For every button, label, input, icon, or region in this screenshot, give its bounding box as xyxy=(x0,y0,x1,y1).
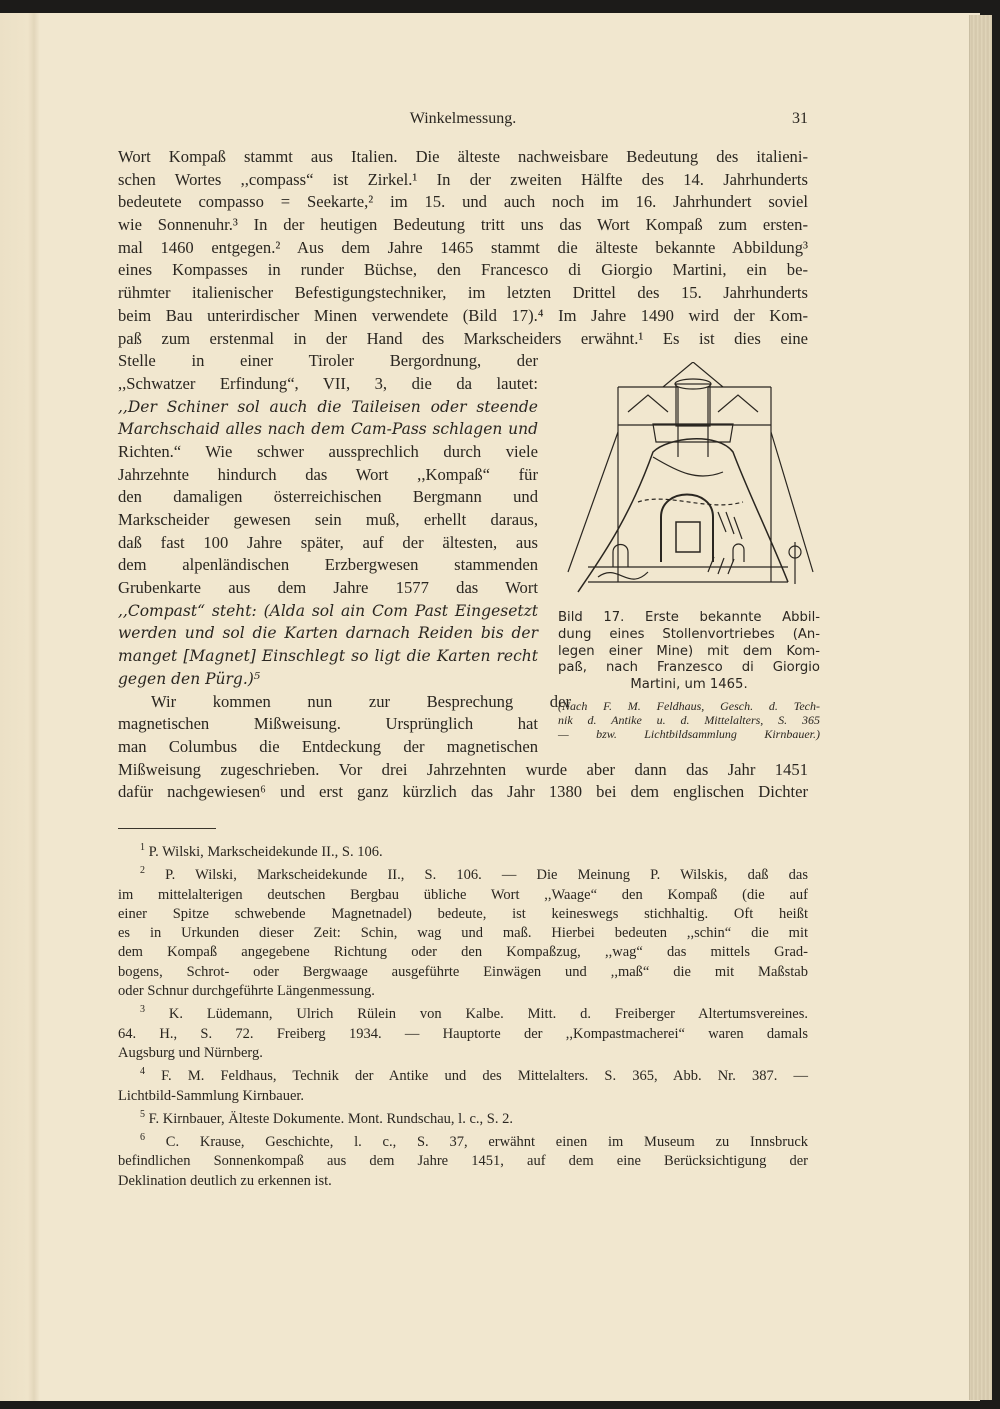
text-line: daß fast 100 Jahre später, auf der ältesten, aus xyxy=(118,532,538,552)
footnote-separator xyxy=(118,828,216,829)
text-line: den damaligen österreichischen Bergmann und xyxy=(118,487,538,507)
footnote-text: Lichtbild-Sammlung Kirnbauer. xyxy=(118,1087,305,1104)
text-line: Markscheider gewesen sein muß, erhellt daraus, xyxy=(118,510,538,529)
text-line: paß zum erstenmal in der Hand des Markscheiders erwähnt.¹ Es ist dies eine xyxy=(118,328,808,348)
figure-source xyxy=(558,699,820,741)
footnote-6 xyxy=(118,1133,808,1191)
caption-line: legen einer Mine) mit dem Kom- xyxy=(558,643,820,659)
footnote-4 xyxy=(118,1067,808,1106)
text-line: wie Sonnenuhr.³ In der heutigen Bedeutung tritt uns das Wort Kompaß zum ersten- xyxy=(118,215,808,235)
footnotes xyxy=(118,843,808,1191)
running-head xyxy=(118,110,808,132)
footnote-text: C. Krause, Geschichte, l. c., S. 37, erwähnt einen im Museum zu Innsbruck xyxy=(165,1134,809,1151)
text-line: mal 1460 entgegen.² Aus dem Jahre 1465 stammt die älteste bekannte Abbildung³ xyxy=(118,237,808,257)
page-number: 31 xyxy=(792,110,808,127)
text-line: Mißweisung zugeschrieben. Vor drei Jahrzehnten wurde aber dann das Jahr 1451 xyxy=(118,759,808,779)
text-line: dem alpenländischen Erzbergwesen stammenden xyxy=(118,555,538,575)
footnote-text: K. Lüdemann, Ulrich Rülein von Kalbe. Mitt. d. Freiberger Altertumsvereines. xyxy=(168,1006,808,1023)
footnote-text: einer Spitze schwebende Magnetnadel) bedeute, ist keineswegs stichhaltig. Oft heißt xyxy=(118,905,808,922)
footnote-text: 64. H., S. 72. Freiberg 1934. — Hauptorte der ,,Kompastmacherei“ waren damals xyxy=(118,1025,808,1042)
text-line: eines Kompasses in runder Büchse, den Francesco di Giorgio Martini, ein be- xyxy=(118,260,808,280)
text-line: Jahrzehnte hindurch das Wort ,,Kompaß“ für xyxy=(118,464,538,484)
source-line: nik d. Antike u. d. Mittelalters, S. 365 xyxy=(558,712,820,727)
footnote-number: 2 xyxy=(140,865,145,877)
fraktur-quote-line: werden und sol die Karten darnach Reiden bis der xyxy=(118,624,538,643)
footnote-2 xyxy=(118,866,808,1001)
footnote-5 xyxy=(118,1110,808,1129)
book-gutter xyxy=(0,13,40,1401)
footnote-number: 4 xyxy=(140,1066,145,1078)
footnote-text: P. Wilski, Markscheidekunde II., S. 106. — Die Meinung P. Wilskis, daß das xyxy=(165,867,808,884)
footnote-number: 1 xyxy=(140,842,145,854)
footnote-number: 3 xyxy=(140,1004,145,1016)
footnote-text: es in Urkunden dieser Zeit: Schin, wag und maß. Hierbei bedeuten ,,schin“ die mit xyxy=(118,925,808,942)
footnote-text: P. Wilski, Markscheidekunde II., S. 106. xyxy=(148,844,383,860)
text-line: man Columbus die Entdeckung der magnetischen xyxy=(118,736,538,756)
source-line: (Nach F. M. Feldhaus, Gesch. d. Tech- xyxy=(558,698,820,713)
text-line: dafür nachgewiesen⁶ und erst ganz kürzlich das Jahr 1380 bei dem englischen Dichter xyxy=(118,782,808,802)
text-line: bedeutete compasso = Seekarte,² im 15. und auch noch im 16. Jahrhundert soviel xyxy=(118,192,808,212)
footnote-text: bogens, Schrot- oder Bergwaage ausgeführte Einwägen und ,,maß“ die mit Maßstab xyxy=(118,963,808,980)
text-line: schen Wortes ,,compass“ ist Zirkel.¹ In der zweiten Hälfte des 14. Jahrhunderts xyxy=(118,169,808,189)
paragraph-start-line: Wir kommen nun zur Besprechung der xyxy=(151,691,571,711)
footnote-text: im mittelalterigen deutschen Bergbau übliche Wort ,,Waage“ den Kompaß (die auf xyxy=(118,886,808,903)
fraktur-quote-line: ,,Der Schiner sol auch die Taileisen oder steende xyxy=(118,397,538,416)
page-fore-edge xyxy=(969,15,992,1400)
caption-line: Bild 17. Erste bekannte Abbil- xyxy=(558,610,820,625)
caption-line: paß, nach Franzesco di Giorgio xyxy=(558,660,820,676)
figure-caption xyxy=(558,610,820,741)
fraktur-quote-line: Marchschaid alles nach dem Cam-Pass schlagen und xyxy=(118,420,538,439)
text-line: Richten.“ Wie schwer aussprechlich durch viele xyxy=(118,441,538,461)
text-line: magnetischen Mißweisung. Ursprünglich hat xyxy=(118,714,538,734)
text-line: Wort Kompaß stammt aus Italien. Die älteste nachweisbare Bedeutung des italieni- xyxy=(118,147,808,166)
footnote-3 xyxy=(118,1005,808,1063)
caption-line: dung eines Stollenvortriebes (An- xyxy=(558,626,820,642)
mine-tunnel-illustration xyxy=(558,362,820,602)
text-line: beim Bau unterirdischer Minen verwendete (Bild 17).⁴ Im Jahre 1490 wird der Kom- xyxy=(118,305,808,325)
footnote-text: oder Schnur durchgeführte Längenmessung. xyxy=(118,983,375,1000)
text-line: rühmter italienischer Befestigungstechniker, im letzten Drittel des 15. Jahrhunderts xyxy=(118,283,808,303)
footnote-number: 5 xyxy=(140,1109,145,1121)
caption-line: Martini, um 1465. xyxy=(630,677,748,693)
fraktur-quote-line: gegen den Pürg.)⁵ xyxy=(118,669,261,688)
footnote-text: dem Kompaß angegebene Richtung oder den Kompaßzug, ,,wag“ das mittels Grad- xyxy=(118,944,808,961)
text-line: Grubenkarte aus dem Jahre 1577 das Wort xyxy=(118,578,538,598)
footnote-text: F. Kirnbauer, Älteste Dokumente. Mont. Rundschau, l. c., S. 2. xyxy=(148,1110,513,1127)
footnote-text: Deklination deutlich zu erkennen ist. xyxy=(118,1172,332,1189)
text-line: ,,Schwatzer Erfindung“, VII, 3, die da lautet: xyxy=(118,373,538,393)
figure-bild-17 xyxy=(558,362,820,602)
source-line: — bzw. Lichtbildsammlung Kirnbauer.) xyxy=(558,726,820,741)
running-head-title: Winkelmessung. xyxy=(409,110,517,127)
footnote-1 xyxy=(118,843,808,862)
fraktur-quote-line: manget [Magnet] Einschlegt so ligt die Karten recht xyxy=(118,647,538,666)
footnote-text: Augsburg und Nürnberg. xyxy=(118,1044,263,1061)
fraktur-quote-line: ,,Compast“ steht: (Alda sol ain Com Past Eingesetzt xyxy=(118,601,538,620)
footnote-text: F. M. Feldhaus, Technik der Antike und des Mittelalters. S. 365, Abb. Nr. 387. — xyxy=(161,1068,809,1085)
text-line: Stelle in einer Tiroler Bergordnung, der xyxy=(118,351,538,371)
footnote-number: 6 xyxy=(140,1132,145,1144)
footnote-text: befindlichen Sonnenkompaß aus dem Jahre 1451, auf dem eine Berücksichtigung der xyxy=(118,1153,808,1170)
